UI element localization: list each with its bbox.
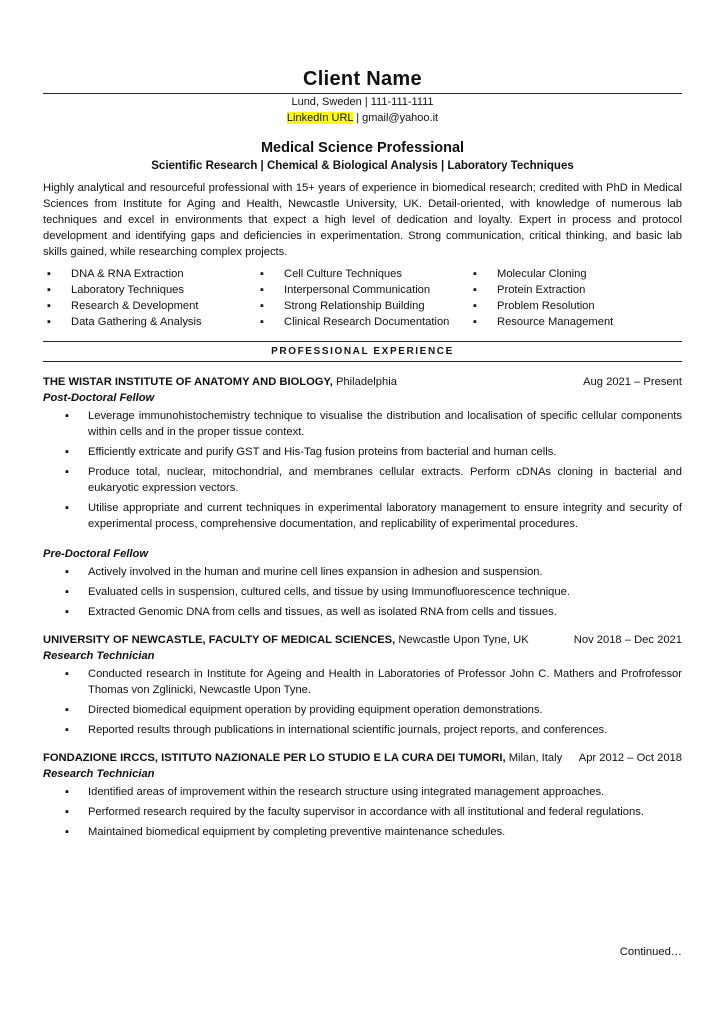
skills-column-1	[43, 266, 256, 330]
bullet-item: ▪ Evaluated cells in suspension, cultured cells, and tissue by using Immunofluorescence technique.	[43, 584, 682, 600]
skill-item: ▪ Laboratory Techniques	[43, 282, 256, 298]
headline: Medical Science Professional	[260, 140, 465, 156]
summary-paragraph: Highly analytical and resourceful professional with 15+ years of experience in biomedical research; credited with PhD in Medical Sciences from Institute for Aging and Health, Newcastle University, UK. Detail-oriented, with knowledge of numerous lab techniques and excel in environments that expect a high level of dedication and loyalty. Expert in process and protocol development and identifying gaps and deficiencies in experimentation. Strong communication, critical thinking, and basic lab skills gained, while researching complex projects.	[43, 182, 682, 258]
section-divider-bottom	[43, 361, 682, 362]
contact-line	[43, 95, 682, 110]
job-org-line	[43, 374, 397, 390]
name-divider	[43, 93, 682, 94]
linkedin-link[interactable]: LinkedIn URL	[286, 112, 354, 124]
bullet-item: ▪ Directed biomedical equipment operation by providing equipment operation demonstrations.	[43, 702, 682, 718]
job-entry-irccs	[43, 750, 682, 840]
client-name: Client Name	[303, 68, 422, 90]
job-header	[43, 750, 682, 766]
skill-item: ▪ Clinical Research Documentation	[256, 314, 469, 330]
job-bullets	[43, 666, 682, 738]
skills-column-2	[256, 266, 469, 330]
job-role: Pre-Doctoral Fellow	[43, 548, 149, 560]
job-header	[43, 632, 682, 648]
job-dates: Apr 2012 – Oct 2018	[578, 752, 682, 764]
job-entry-wistar	[43, 374, 682, 620]
location-phone: Lund, Sweden | 111-111-1111	[291, 96, 434, 108]
section-title-experience: PROFESSIONAL EXPERIENCE	[271, 346, 454, 357]
job-location: Newcastle Upon Tyne, UK	[395, 634, 529, 646]
job-role: Research Technician	[43, 650, 155, 662]
job-role: Research Technician	[43, 768, 155, 780]
job-header	[43, 374, 682, 390]
bullet-item: ▪ Efficiently extricate and purify GST and His-Tag fusion proteins from bacterial and human cells.	[43, 444, 682, 460]
bullet-item: ▪ Actively involved in the human and murine cell lines expansion in adhesion and suspension.	[43, 564, 682, 580]
subheadline: Scientific Research | Chemical & Biological Analysis | Laboratory Techniques	[151, 160, 574, 172]
job-org: UNIVERSITY OF NEWCASTLE, FACULTY OF MEDICAL SCIENCES,	[43, 634, 396, 646]
email: | gmail@yahoo.it	[353, 112, 439, 124]
skill-item: ▪ Cell Culture Techniques	[256, 266, 469, 282]
bullet-item: ▪ Performed research required by the faculty supervisor in accordance with all institutional and federal regulations.	[43, 804, 682, 820]
job-location: Philadelphia	[332, 376, 397, 388]
job-dates: Nov 2018 – Dec 2021	[573, 634, 682, 646]
contact-line-2	[43, 111, 682, 126]
bullet-item: ▪ Reported results through publications in international scientific journals, project reports, and conferences.	[43, 722, 682, 738]
job-org-line	[43, 750, 562, 766]
skill-item: ▪ Interpersonal Communication	[256, 282, 469, 298]
bullet-item: ▪ Leverage immunohistochemistry technique to visualise the distribution and localisation of specific cellular components within cells and in the proper tissue context.	[43, 408, 682, 440]
skill-item: ▪ Strong Relationship Building	[256, 298, 469, 314]
job-org: FONDAZIONE IRCCS, ISTITUTO NAZIONALE PER LO STUDIO E LA CURA DEI TUMORI,	[43, 752, 506, 764]
skill-item: ▪ DNA & RNA Extraction	[43, 266, 256, 282]
bullet-item: ▪ Produce total, nuclear, mitochondrial, and membranes cellular extracts. Perform cDNAs cloning in bacterial and eukaryotic expression vectors.	[43, 464, 682, 496]
job-dates: Aug 2021 – Present	[583, 376, 682, 388]
skill-item: ▪ Research & Development	[43, 298, 256, 314]
skill-item: ▪ Molecular Cloning	[469, 266, 669, 282]
skill-item: ▪ Resource Management	[469, 314, 669, 330]
bullet-item: ▪ Maintained biomedical equipment by completing preventive maintenance schedules.	[43, 824, 682, 840]
job-bullets	[43, 564, 682, 620]
bullet-item: ▪ Utilise appropriate and current techniques in experimental laboratory management to ensure integrity and security of experimental process, comprehensive documentation, and replicability of experimental procedures.	[43, 500, 682, 532]
skills-column-3	[469, 266, 669, 330]
skill-item: ▪ Data Gathering & Analysis	[43, 314, 256, 330]
job-entry-newcastle	[43, 632, 682, 738]
job-bullets	[43, 784, 682, 840]
job-bullets	[43, 408, 682, 532]
skills-grid	[43, 266, 682, 330]
skill-item: ▪ Problem Resolution	[469, 298, 669, 314]
job-role: Post-Doctoral Fellow	[43, 392, 155, 404]
skill-item: ▪ Protein Extraction	[469, 282, 669, 298]
bullet-item: ▪ Conducted research in Institute for Ageing and Health in Laboratories of Professor John C. Mathers and Profrofessor Thomas von Zglinicki, Newcastle Upon Tyne.	[43, 666, 682, 698]
bullet-item: ▪ Extracted Genomic DNA from cells and tissues, as well as isolated RNA from cells and tissues.	[43, 604, 682, 620]
continued-note: Continued…	[619, 946, 682, 958]
bullet-item: ▪ Identified areas of improvement within the research structure using integrated management approaches.	[43, 784, 682, 800]
job-org-line	[43, 632, 529, 648]
job-location: Milan, Italy	[505, 752, 563, 764]
job-org: THE WISTAR INSTITUTE OF ANATOMY AND BIOLOGY,	[43, 376, 333, 388]
